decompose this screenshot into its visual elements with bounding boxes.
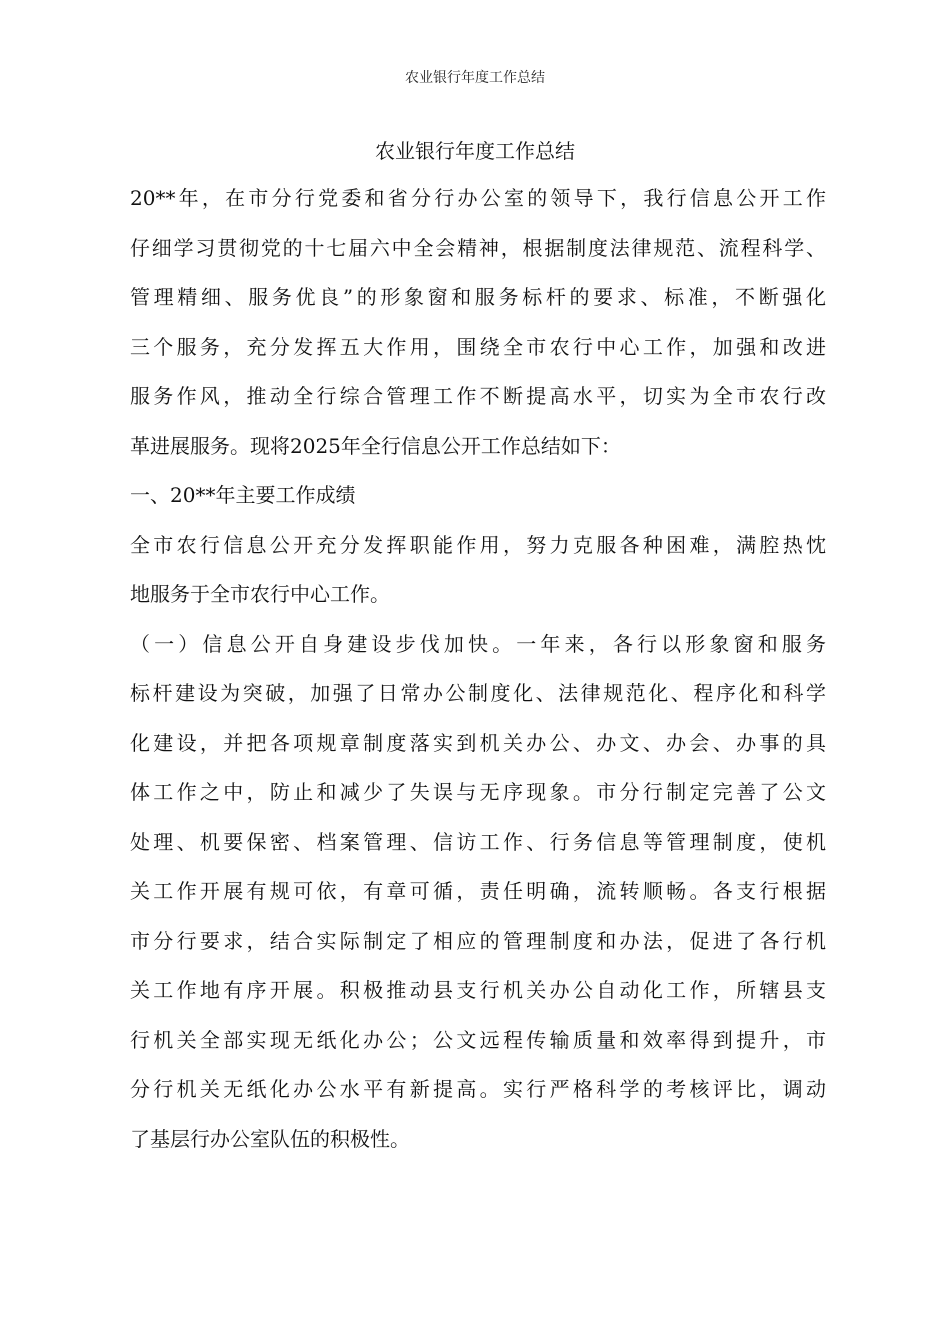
body-line: 了基层行办公室队伍的积极性。 (130, 1126, 410, 1151)
body-line: 服务作风，推动全行综合管理工作不断提高水平，切实为全市农行改 (130, 384, 826, 408)
body-line: 市分行要求，结合实际制定了相应的管理制度和办法，促进了各行机 (130, 928, 826, 953)
body-line: 革进展服务。现将2025年全行信息公开工作总结如下： (130, 433, 621, 458)
body-line: 体工作之中，防止和减少了失误与无序现象。市分行制定完善了公文 (130, 780, 826, 804)
body-line: 20**年，在市分行党委和省分行办公室的领导下，我行信息公开工作 (130, 186, 826, 210)
running-header: 农业银行年度工作总结 (405, 70, 545, 86)
body-line: 三个服务，充分发挥五大作用，围绕全市农行中心工作，加强和改进 (130, 334, 826, 359)
body-line: 化建设，并把各项规章制度落实到机关办公、办文、办会、办事的具 (130, 730, 826, 755)
section-heading: 一、20**年主要工作成绩 (130, 483, 356, 507)
body-line: 管理精细、服务优良”的形象窗和服务标杆的要求、标准，不断强化 (130, 285, 826, 309)
body-line: 处理、机要保密、档案管理、信访工作、行务信息等管理制度，使机 (130, 829, 826, 854)
body-line: 仔细学习贯彻党的十七届六中全会精神，根据制度法律规范、流程科学、 (130, 235, 826, 260)
body-line: 关工作地有序开展。积极推动县支行机关办公自动化工作，所辖县支 (130, 978, 826, 1002)
body-line: 地服务于全市农行中心工作。 (130, 582, 390, 606)
body-line: 标杆建设为突破，加强了日常办公制度化、法律规范化、程序化和科学 (130, 681, 826, 705)
subsection-line: （一）信息公开自身建设步伐加快。一年来，各行以形象窗和服务 (130, 631, 826, 656)
body-line: 分行机关无纸化办公水平有新提高。实行严格科学的考核评比，调动 (130, 1077, 826, 1101)
body-line: 行机关全部实现无纸化办公；公文远程传输质量和效率得到提升，市 (130, 1027, 826, 1052)
body-line: 全市农行信息公开充分发挥职能作用，努力克服各种困难，满腔热忱 (130, 532, 826, 557)
document-title: 农业银行年度工作总结 (375, 139, 575, 163)
body-line: 关工作开展有规可依，有章可循，责任明确，流转顺畅。各支行根据 (130, 879, 826, 903)
document-body (130, 182, 826, 1172)
